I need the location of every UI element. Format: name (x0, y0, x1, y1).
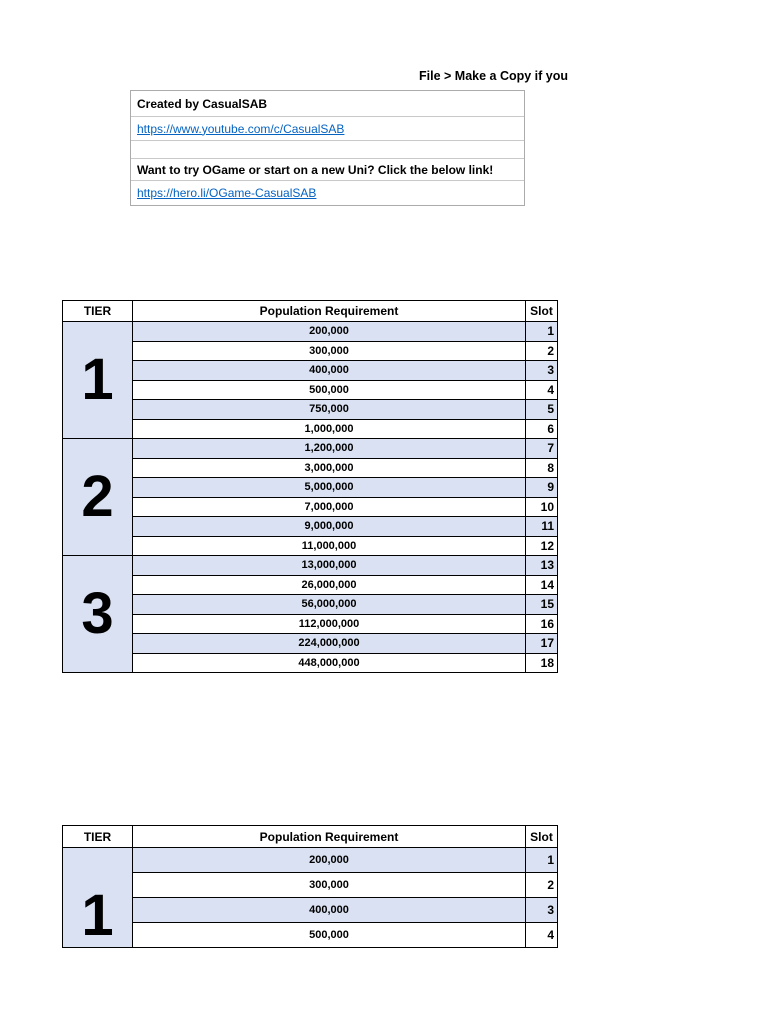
table-row (63, 575, 558, 595)
population-cell: 13,000,000 (133, 556, 526, 576)
slot-cell: 3 (526, 361, 558, 381)
population-cell: 448,000,000 (133, 653, 526, 673)
youtube-link-row (131, 117, 524, 141)
population-cell: 11,000,000 (133, 536, 526, 556)
tier-cell: 2 (63, 439, 133, 556)
slot-cell: 18 (526, 653, 558, 673)
table-row (63, 341, 558, 361)
population-cell: 7,000,000 (133, 497, 526, 517)
tier-header: TIER (63, 826, 133, 848)
table-row (63, 497, 558, 517)
slot-header: Slot (526, 301, 558, 322)
population-cell: 5,000,000 (133, 478, 526, 498)
slot-cell: 7 (526, 439, 558, 459)
population-header: Population Requirement (133, 826, 526, 848)
population-cell: 26,000,000 (133, 575, 526, 595)
tier-cell: 3 (63, 556, 133, 673)
table-row (63, 458, 558, 478)
population-cell: 1,000,000 (133, 419, 526, 439)
population-table-1 (62, 300, 558, 673)
slot-cell: 2 (526, 341, 558, 361)
slot-cell: 5 (526, 400, 558, 420)
population-cell: 400,000 (133, 898, 526, 923)
population-cell: 200,000 (133, 322, 526, 342)
table-row (63, 478, 558, 498)
tier-cell: 1 (63, 848, 133, 948)
population-cell: 112,000,000 (133, 614, 526, 634)
population-table-2 (62, 825, 558, 948)
table-row (63, 439, 558, 459)
table-row (63, 614, 558, 634)
slot-cell: 3 (526, 898, 558, 923)
table-row (63, 517, 558, 537)
slot-cell: 6 (526, 419, 558, 439)
table-header-row (63, 826, 558, 848)
slot-header: Slot (526, 826, 558, 848)
table-row (63, 380, 558, 400)
table-row (63, 556, 558, 576)
hero-link-row (131, 181, 524, 205)
tier-header: TIER (63, 301, 133, 322)
population-cell: 400,000 (133, 361, 526, 381)
table-row (63, 595, 558, 615)
info-box (130, 90, 525, 206)
table-row (63, 322, 558, 342)
table-row (63, 400, 558, 420)
population-cell: 56,000,000 (133, 595, 526, 615)
table-row (63, 536, 558, 556)
table-row (63, 873, 558, 898)
empty-row (131, 141, 524, 159)
population-cell: 200,000 (133, 848, 526, 873)
population-cell: 500,000 (133, 923, 526, 948)
slot-cell: 4 (526, 923, 558, 948)
table-row (63, 653, 558, 673)
slot-cell: 1 (526, 848, 558, 873)
table-row (63, 923, 558, 948)
population-cell: 3,000,000 (133, 458, 526, 478)
table-row (63, 634, 558, 654)
population-cell: 750,000 (133, 400, 526, 420)
table-row (63, 898, 558, 923)
promo-text: Want to try OGame or start on a new Uni? Click the below link! (131, 159, 524, 181)
population-cell: 9,000,000 (133, 517, 526, 537)
table-row (63, 419, 558, 439)
population-cell: 224,000,000 (133, 634, 526, 654)
slot-cell: 9 (526, 478, 558, 498)
table-header-row (63, 301, 558, 322)
created-by-text: Created by CasualSAB (131, 91, 524, 117)
youtube-link[interactable]: https://www.youtube.com/c/CasualSAB (137, 121, 345, 136)
slot-cell: 1 (526, 322, 558, 342)
slot-cell: 15 (526, 595, 558, 615)
slot-cell: 12 (526, 536, 558, 556)
slot-cell: 17 (526, 634, 558, 654)
population-cell: 300,000 (133, 873, 526, 898)
copy-instruction-text: File > Make a Copy if you (419, 69, 568, 83)
slot-cell: 14 (526, 575, 558, 595)
population-cell: 500,000 (133, 380, 526, 400)
slot-cell: 2 (526, 873, 558, 898)
table-row (63, 361, 558, 381)
slot-cell: 11 (526, 517, 558, 537)
population-cell: 300,000 (133, 341, 526, 361)
tier-cell: 1 (63, 322, 133, 439)
population-header: Population Requirement (133, 301, 526, 322)
population-cell: 1,200,000 (133, 439, 526, 459)
slot-cell: 4 (526, 380, 558, 400)
slot-cell: 16 (526, 614, 558, 634)
slot-cell: 13 (526, 556, 558, 576)
hero-link[interactable]: https://hero.li/OGame-CasualSAB (137, 186, 317, 200)
table-row (63, 848, 558, 873)
slot-cell: 10 (526, 497, 558, 517)
slot-cell: 8 (526, 458, 558, 478)
